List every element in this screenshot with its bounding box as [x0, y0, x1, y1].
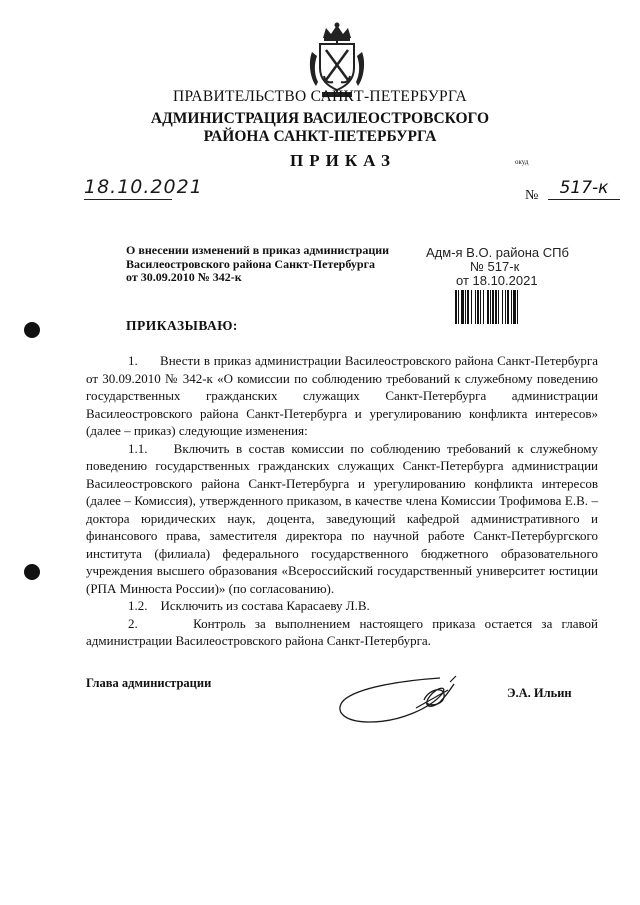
government-title: ПРАВИТЕЛЬСТВО САНКТ-ПЕТЕРБУРГА — [172, 88, 468, 105]
document-body — [86, 352, 602, 650]
punch-hole — [24, 322, 40, 338]
order-heading: ПРИКАЗЫВАЮ: — [126, 318, 238, 333]
paragraph-1: 1. Внести в приказ администрации Василеостровского района Санкт-Петербурга от 30.09.2010 № 342-к «О комиссии по соблюдению требований к служебному поведению государственных гражданских служащих Санкт-Петербурга администрации Василеостровского района Санкт-Петербурга и урегулированию конфликта интересов» (далее – приказ) следующие изменения: — [86, 353, 602, 438]
document-date: 18.10.2021 — [84, 176, 203, 198]
subject-line3: от 30.09.2010 № 342-к — [126, 270, 242, 284]
administration-title-line2: РАЙОНА САНКТ-ПЕТЕРБУРГА — [203, 128, 437, 145]
stamp-line1: Адм-я В.О. района СПб — [426, 245, 569, 260]
signatory-title: Глава администрации — [86, 676, 212, 690]
paragraph-1-1: 1.1. Включить в состав комиссии по соблюдению требований к служебному поведению государственных гражданских служащих Санкт-Петербурга администрации Василеостровского района Санкт-Петербурга и урегулированию конфликта интересов (далее – Комиссия), утвержденного приказом, в качестве члена Комиссии Трофимова Е.В. – доктора юридических наук, доцента, заведующий кафедрой административного и финансового права, заместителя директора по научной работе Санкт-Петербургского института (филиала) федерального государственного бюджетного образовательного учреждения высшего образования «Всероссийский государственный университет юстиции (РПА Минюста России)» (по согласованию). — [86, 440, 602, 596]
handwritten-signature-icon — [330, 660, 490, 732]
okud-label: окуд — [515, 158, 529, 166]
punch-hole — [24, 564, 40, 580]
number-sign: № — [525, 188, 539, 203]
subject-line2: Василеостровского района Санкт-Петербурга — [126, 256, 376, 271]
signatory-name: Э.А. Ильин — [507, 686, 572, 700]
paragraph-2: 2. Контроль за выполнением настоящего приказа остается за главой администрации Василеостровского района Санкт-Петербурга. — [86, 615, 602, 648]
subject-line1: О внесении изменений в приказ администрации — [126, 243, 390, 257]
paragraph-1-2: 1.2. Исключить из состава Карасаеву Л.В. — [128, 598, 370, 613]
document-subject — [126, 244, 391, 285]
stamp-line2: № 517-к — [470, 259, 520, 274]
administration-title-line1: АДМИНИСТРАЦИЯ ВАСИЛЕОСТРОВСКОГО — [150, 110, 490, 127]
document-number: 517-к — [548, 178, 620, 200]
registration-stamp — [426, 246, 576, 288]
document-type: ПРИКАЗ — [290, 151, 396, 170]
stamp-line3: от 18.10.2021 — [456, 273, 538, 288]
barcode-icon — [455, 290, 555, 324]
